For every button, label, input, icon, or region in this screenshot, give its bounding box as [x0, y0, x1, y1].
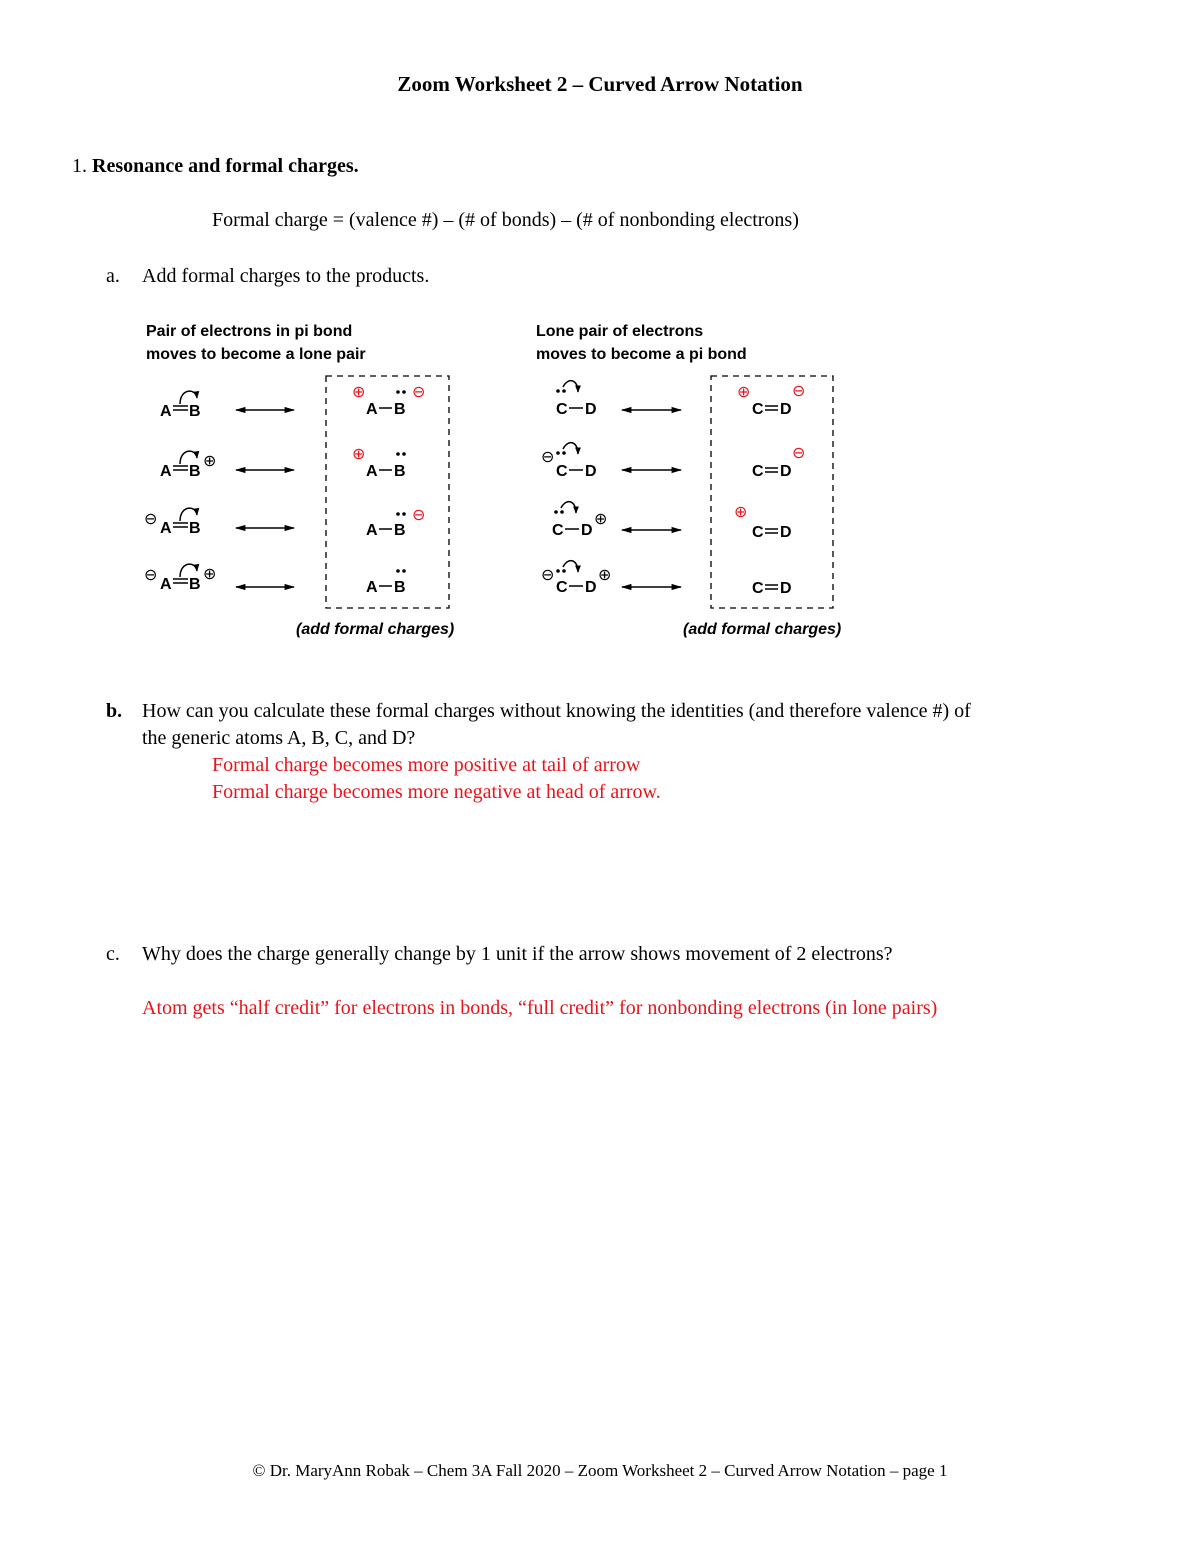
- left-caption-line1: Pair of electrons in pi bond: [146, 323, 353, 340]
- right-reactant-3: [552, 502, 607, 539]
- left-reactant-2: [160, 451, 216, 480]
- svg-text:⊖: ⊖: [412, 384, 426, 401]
- svg-text:A: A: [366, 401, 378, 418]
- right-reactant-1: [556, 381, 597, 418]
- left-caption-line2: moves to become a lone pair: [146, 346, 366, 363]
- section-heading: Resonance and formal charges.: [92, 155, 359, 177]
- svg-text:B: B: [394, 463, 406, 480]
- svg-text:D: D: [581, 522, 593, 539]
- svg-text:C: C: [752, 524, 764, 541]
- svg-text:D: D: [780, 524, 792, 541]
- svg-text:B: B: [189, 403, 201, 420]
- left-answer-box: [326, 376, 449, 608]
- section-number: 1.: [72, 155, 87, 177]
- right-product-4: [752, 580, 792, 597]
- right-reactant-4: [541, 561, 611, 596]
- right-caption-line1: Lone pair of electrons: [536, 323, 704, 340]
- svg-text:⊖: ⊖: [541, 449, 555, 466]
- svg-text:C: C: [752, 580, 764, 597]
- svg-text:A: A: [160, 520, 172, 537]
- left-product-4: [366, 569, 406, 596]
- svg-text:B: B: [394, 579, 406, 596]
- svg-text:A: A: [366, 522, 378, 539]
- svg-text:A: A: [160, 403, 172, 420]
- right-answer-box: [711, 376, 833, 608]
- svg-text:⊕: ⊕: [734, 504, 748, 521]
- part-c-label: c.: [106, 943, 120, 965]
- svg-text:⊕: ⊕: [352, 446, 366, 463]
- svg-text:C: C: [752, 401, 764, 418]
- part-c-question: Why does the charge generally change by 1 unit if the arrow shows movement of 2 electrons?: [142, 943, 893, 965]
- svg-text:A: A: [366, 579, 378, 596]
- left-reactant-3: [144, 508, 201, 537]
- section-1-heading: [72, 155, 359, 178]
- svg-text:⊖: ⊖: [792, 445, 806, 462]
- right-product-1: [737, 383, 805, 418]
- part-b-answer-line1: Formal charge becomes more positive at tail of arrow: [212, 754, 641, 776]
- svg-text:D: D: [585, 401, 597, 418]
- left-reactant-1: [160, 391, 201, 420]
- svg-text:⊖: ⊖: [412, 507, 426, 524]
- svg-text:B: B: [394, 522, 406, 539]
- part-b-answer-line2: Formal charge becomes more negative at head of arrow.: [212, 781, 661, 803]
- svg-text:⊖: ⊖: [144, 567, 158, 584]
- svg-text:C: C: [556, 579, 568, 596]
- svg-text:⊕: ⊕: [737, 384, 751, 401]
- svg-text:⊖: ⊖: [144, 511, 158, 528]
- svg-text:B: B: [189, 463, 201, 480]
- left-product-3: [366, 507, 425, 539]
- svg-text:B: B: [189, 576, 201, 593]
- part-a-text: Add formal charges to the products.: [142, 265, 430, 287]
- right-product-3: [734, 504, 792, 541]
- svg-text:D: D: [780, 580, 792, 597]
- svg-text:D: D: [585, 579, 597, 596]
- svg-text:C: C: [752, 463, 764, 480]
- left-reactant-4: [144, 564, 216, 593]
- svg-text:D: D: [780, 463, 792, 480]
- svg-text:B: B: [394, 401, 406, 418]
- page-title: Zoom Worksheet 2 – Curved Arrow Notation: [397, 72, 803, 96]
- part-c-answer: Atom gets “half credit” for electrons in bonds, “full credit” for nonbonding electrons (in lone pairs): [142, 997, 938, 1019]
- svg-text:⊖: ⊖: [541, 567, 555, 584]
- part-b-label: b.: [106, 700, 123, 722]
- svg-text:D: D: [585, 463, 597, 480]
- right-product-2: [752, 445, 805, 480]
- svg-text:A: A: [160, 576, 172, 593]
- svg-text:C: C: [556, 401, 568, 418]
- svg-text:⊖: ⊖: [792, 383, 806, 400]
- svg-text:D: D: [780, 401, 792, 418]
- right-reactant-2: [541, 443, 597, 480]
- left-product-1: [352, 384, 425, 418]
- svg-text:⊕: ⊕: [594, 511, 608, 528]
- svg-text:⊕: ⊕: [203, 453, 217, 470]
- svg-text:⊕: ⊕: [203, 566, 217, 583]
- page-footer: © Dr. MaryAnn Robak – Chem 3A Fall 2020 – Zoom Worksheet 2 – Curved Arrow Notation – page 1: [252, 1461, 948, 1480]
- svg-text:B: B: [189, 520, 201, 537]
- formal-charge-formula: Formal charge = (valence #) – (# of bonds) – (# of nonbonding electrons): [212, 209, 799, 231]
- right-caption-line2: moves to become a pi bond: [536, 346, 747, 363]
- svg-text:A: A: [160, 463, 172, 480]
- svg-text:C: C: [552, 522, 564, 539]
- part-a-label: a.: [106, 265, 120, 287]
- part-b-question-line1: How can you calculate these formal charges without knowing the identities (and therefore valence #) of: [142, 700, 971, 722]
- svg-text:⊕: ⊕: [352, 384, 366, 401]
- right-resonance-arrows: [622, 410, 681, 587]
- left-note: (add formal charges): [296, 621, 455, 638]
- resonance-diagram: [0, 300, 1200, 650]
- right-note: (add formal charges): [683, 621, 842, 638]
- svg-text:A: A: [366, 463, 378, 480]
- part-b-question-line2: the generic atoms A, B, C, and D?: [142, 727, 416, 749]
- left-product-2: [352, 446, 406, 480]
- svg-text:C: C: [556, 463, 568, 480]
- svg-text:⊕: ⊕: [598, 567, 612, 584]
- left-resonance-arrows: [236, 410, 294, 587]
